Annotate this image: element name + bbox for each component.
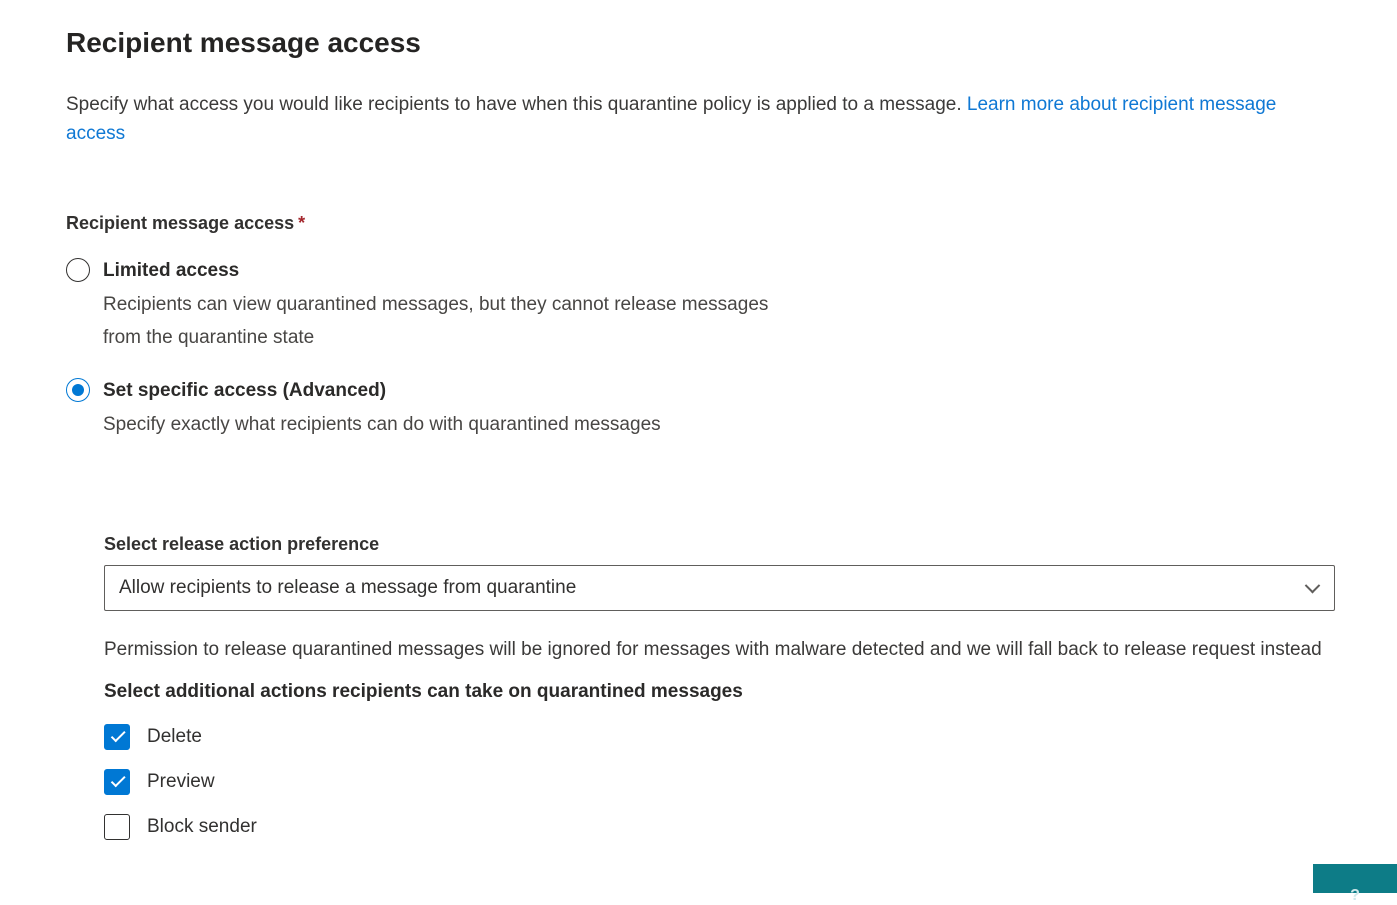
- checkbox-label[interactable]: Block sender: [147, 816, 257, 837]
- radio-option-label[interactable]: Set specific access (Advanced): [103, 380, 387, 401]
- chevron-down-icon: [1305, 577, 1321, 593]
- release-action-dropdown[interactable]: [104, 565, 1335, 611]
- checkbox[interactable]: [104, 724, 130, 750]
- page-title: Recipient message access: [66, 27, 421, 58]
- checkbox-label[interactable]: Delete: [147, 726, 202, 747]
- radio-option-body: [103, 258, 798, 354]
- advanced-settings-section: [104, 533, 1331, 840]
- intro-text: [66, 90, 1331, 148]
- radio-option-body: [103, 378, 661, 441]
- additional-actions-label: Select additional actions recipients can take on quarantined messages: [104, 681, 743, 702]
- checkbox-row-block-sender[interactable]: [104, 814, 1331, 840]
- release-action-selected-value: Allow recipients to release a message from quarantine: [119, 577, 577, 598]
- checkbox-label[interactable]: Preview: [147, 771, 215, 792]
- release-action-label: Select release action preference: [104, 534, 380, 554]
- radio-option-description: Recipients can view quarantined messages, but they cannot release messages from the quarantine state: [103, 294, 769, 348]
- required-asterisk: *: [298, 213, 306, 233]
- checkbox-row-delete[interactable]: [104, 724, 1331, 750]
- radio-button[interactable]: [66, 258, 90, 282]
- help-button[interactable]: [1313, 864, 1397, 904]
- radio-option-set-specific-access[interactable]: [66, 378, 1331, 441]
- intro-text-body: Specify what access you would like recipients to have when this quarantine policy is applied to a message.: [66, 94, 967, 115]
- check-icon: [110, 772, 125, 787]
- learn-more-link[interactable]: Learn more about recipient message access: [66, 94, 1277, 144]
- radio-option-label[interactable]: Limited access: [103, 260, 240, 281]
- recipient-access-field-label: [66, 212, 1331, 234]
- checkbox[interactable]: [104, 769, 130, 795]
- radio-dot-icon: [72, 384, 84, 396]
- check-icon: [110, 727, 125, 742]
- radio-option-description: Specify exactly what recipients can do with quarantined messages: [103, 414, 661, 435]
- radio-button[interactable]: [66, 378, 90, 402]
- field-label-text: Recipient message access: [66, 213, 295, 233]
- checkbox[interactable]: [104, 814, 130, 840]
- radio-option-limited-access[interactable]: [66, 258, 1331, 354]
- checkbox-row-preview[interactable]: [104, 769, 1331, 795]
- question-mark-icon: ?: [1350, 887, 1360, 904]
- release-action-note: Permission to release quarantined messages will be ignored for messages with malware detected and we will fall back to release request instead: [104, 639, 1322, 660]
